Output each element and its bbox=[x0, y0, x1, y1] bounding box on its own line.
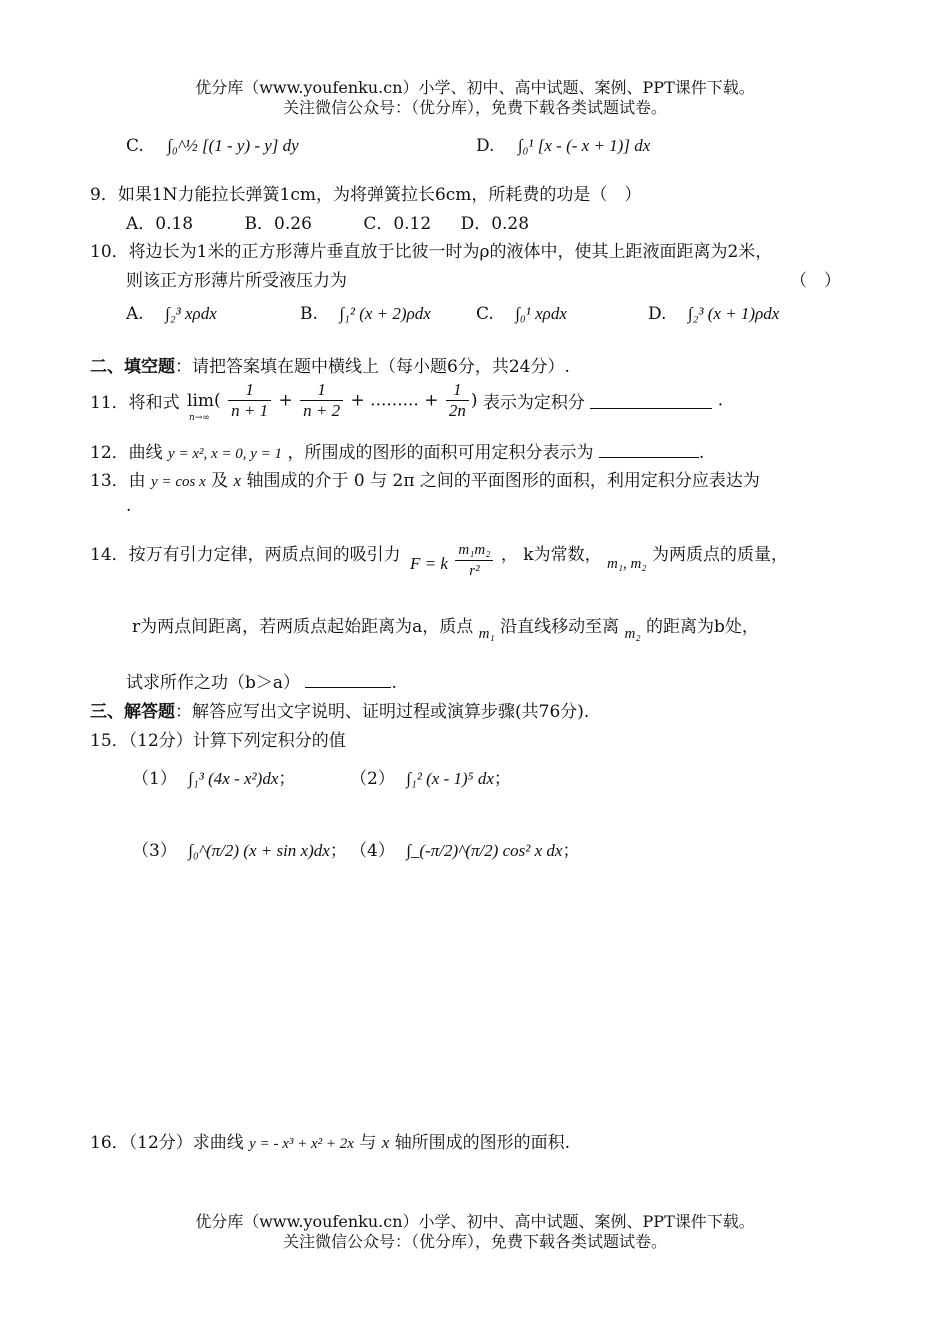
q10-stem-line1: 10．将边长为1米的正方形薄片垂直放于比彼一时为ρ的液体中，使其上距液面距离为2米， bbox=[90, 242, 773, 262]
q11-lim-text: lim bbox=[187, 390, 215, 411]
q11-term-3-num: 1 bbox=[446, 380, 469, 401]
section-3-heading bbox=[90, 697, 589, 722]
section-2-heading bbox=[90, 352, 570, 377]
q14-fraction-den: r² bbox=[469, 563, 480, 579]
q12-suffix: ，所围成的图形的面积可用定积分表示为 bbox=[287, 443, 594, 463]
q14-line3 bbox=[126, 668, 397, 693]
q14-line2a: r为两点间距离，若两质点起始距离为a，质点 bbox=[132, 617, 474, 637]
q15-sep-2: ； bbox=[493, 769, 511, 789]
q12-prefix: 12．曲线 bbox=[90, 443, 163, 463]
q15-sep-4: ； bbox=[562, 841, 580, 861]
q10-option-c-expr: ∫₀¹ xρdx bbox=[515, 304, 567, 323]
q12-answer-blank[interactable] bbox=[599, 441, 699, 458]
q10-option-a-expr: ∫₂³ xρdx bbox=[165, 304, 217, 323]
q10-option-b bbox=[300, 304, 431, 324]
q15-part-3-label: （3） bbox=[132, 841, 177, 861]
q13-x: x bbox=[233, 471, 242, 490]
q15-part-3-expr: ∫₀^(π/2) (x + sin x)dx bbox=[188, 841, 330, 860]
q14-F: F = k bbox=[410, 554, 448, 573]
q9-option-c: C．0.12 bbox=[363, 214, 432, 234]
q13-prefix: 13．由 bbox=[90, 471, 146, 491]
q14-mid: ， k为常数， bbox=[500, 545, 602, 565]
q9-stem: 9．如果1N力能拉长弹簧1cm，为将弹簧拉长6cm，所耗费的功是（ ） bbox=[90, 185, 642, 205]
footer-line-2: 关注微信公众号：（优分库），免费下载各类试题试卷。 bbox=[282, 1232, 667, 1251]
q14-end: . bbox=[391, 673, 397, 693]
q10-option-b-label: B. bbox=[300, 304, 318, 324]
q10-option-a-label: A. bbox=[126, 304, 144, 324]
q11-lim-subscript: n→∞ bbox=[189, 412, 210, 423]
q16-suffix: 轴所围成的图形的面积. bbox=[394, 1133, 571, 1153]
q11-term-2 bbox=[300, 380, 343, 421]
footer-line-1: 优分库（www.youfenku.cn）小学、初中、高中试题、案例、PPT课件下载。 bbox=[195, 1212, 755, 1231]
q15-part-1 bbox=[132, 764, 295, 789]
section-2-title: 二、填空题 bbox=[90, 357, 175, 377]
section-3-title: 三、解答题 bbox=[90, 702, 175, 722]
q14-line2c: 的距离为b处， bbox=[646, 617, 759, 637]
q11: 11．将和式 lim n→∞ ( $\frac{1}{n + 1}$ + $\frac{1}{n + 2}$ + ......... + $\frac{1}{2n}$ ) 表示为定积分 . bbox=[90, 380, 724, 423]
q14-m12: m₁, m₂ bbox=[607, 556, 647, 572]
q14-line1 bbox=[90, 540, 788, 581]
q8-option-d-expr: ∫₀¹ [x - (- x + 1)] dx bbox=[517, 136, 651, 155]
q11-term-1-den: n + 1 bbox=[231, 401, 269, 420]
q15-part-2-expr: ∫₁² (x - 1)⁵ dx bbox=[406, 769, 494, 788]
q13-line2: . bbox=[126, 496, 132, 516]
q15-sep-1: ； bbox=[278, 769, 296, 789]
q14-fraction-num: m₁m₂ bbox=[455, 540, 493, 561]
q11-answer-blank[interactable] bbox=[590, 392, 712, 409]
q8-option-c bbox=[126, 136, 299, 156]
q8-option-d-label: D. bbox=[476, 136, 495, 156]
q16 bbox=[90, 1128, 570, 1153]
q12-end: . bbox=[698, 443, 705, 463]
q14-m2: m₂ bbox=[624, 626, 641, 642]
q10-option-d-label: D. bbox=[648, 304, 667, 324]
q11-limit bbox=[187, 390, 215, 423]
q11-suffix: 表示为定积分 bbox=[482, 393, 585, 413]
q11-term-3-den: 2n bbox=[448, 401, 466, 420]
q14-line3-text: 试求所作之功（b＞a） bbox=[126, 673, 301, 693]
q14-line2b: 沿直线移动至离 bbox=[500, 617, 620, 637]
q10-stem-line2: 则该正方形薄片所受液压力为 bbox=[126, 271, 347, 291]
q9-options bbox=[126, 209, 529, 234]
q15-part-3 bbox=[132, 836, 347, 861]
q10-option-c-label: C. bbox=[476, 304, 494, 324]
q15-sep-3: ； bbox=[329, 841, 347, 861]
q13-expr: y = cos x bbox=[151, 474, 206, 490]
q11-term-2-den: n + 2 bbox=[303, 401, 341, 420]
q8-option-c-label: C. bbox=[126, 136, 144, 156]
q11-term-1-num: 1 bbox=[228, 380, 271, 401]
q14-line2 bbox=[132, 612, 759, 643]
q15-stem: 15．（12分）计算下列定积分的值 bbox=[90, 731, 346, 751]
q16-prefix: 16．（12分）求曲线 bbox=[90, 1133, 244, 1153]
q14-answer-blank[interactable] bbox=[305, 671, 391, 688]
q9-option-b: B．0.26 bbox=[244, 214, 312, 234]
q16-mid: 与 bbox=[359, 1133, 377, 1153]
q11-prefix: 11．将和式 bbox=[90, 393, 180, 413]
q11-term-1 bbox=[228, 380, 271, 421]
q14-prefix: 14．按万有引力定律，两质点间的吸引力 bbox=[90, 545, 401, 565]
q14-suffix: 为两质点的质量， bbox=[652, 545, 789, 565]
header-line-1: 优分库（www.youfenku.cn）小学、初中、高中试题、案例、PPT课件下载。 bbox=[195, 78, 755, 97]
header-line-2: 关注微信公众号：（优分库），免费下载各类试题试卷。 bbox=[282, 98, 667, 117]
q15-part-4-expr: ∫_(-π/2)^(π/2) cos² x dx bbox=[406, 841, 563, 860]
q9-option-a: A．0.18 bbox=[126, 214, 194, 234]
q15-part-1-expr: ∫₁³ (4x - x²)dx bbox=[188, 769, 279, 788]
q15-part-4 bbox=[350, 836, 579, 861]
q10-option-b-expr: ∫₁² (x + 2)ρdx bbox=[339, 304, 431, 323]
q13 bbox=[90, 466, 760, 491]
q10-option-c bbox=[476, 304, 567, 324]
q11-term-2-num: 1 bbox=[300, 380, 343, 401]
q12 bbox=[90, 438, 704, 463]
q10-answer-paren: （ ） bbox=[790, 271, 841, 291]
q14-m1: m₁ bbox=[478, 626, 495, 642]
q15-part-4-label: （4） bbox=[350, 841, 395, 861]
q15-part-1-label: （1） bbox=[132, 769, 177, 789]
q14-fraction bbox=[455, 540, 493, 581]
q15-part-2-label: （2） bbox=[350, 769, 395, 789]
section-2-desc: ：请把答案填在题中横线上（每小题6分，共24分）. bbox=[175, 357, 570, 377]
q8-option-d bbox=[476, 136, 650, 156]
q16-x: x bbox=[381, 1133, 390, 1152]
q11-dots: + ......... + bbox=[350, 390, 439, 411]
q10-option-a bbox=[126, 304, 217, 324]
q16-expr: y = - x³ + x² + 2x bbox=[249, 1136, 354, 1152]
q10-option-d-expr: ∫₂³ (x + 1)ρdx bbox=[687, 304, 780, 323]
q10-option-d bbox=[648, 304, 779, 324]
q13-mid2: 轴围成的介于 0 与 2π 之间的平面图形的面积，利用定积分应表达为 bbox=[246, 471, 760, 491]
q8-option-c-expr: ∫₀^½ [(1 - y) - y] dy bbox=[167, 136, 299, 155]
q9-option-d: D．0.28 bbox=[460, 214, 530, 234]
q15-part-2 bbox=[350, 764, 511, 789]
q11-term-3 bbox=[446, 380, 469, 421]
q13-mid1: 及 bbox=[211, 471, 229, 491]
q12-expr: y = x², x = 0, y = 1 bbox=[168, 446, 283, 462]
section-3-desc: ：解答应写出文字说明、证明过程或演算步骤(共76分). bbox=[175, 702, 590, 722]
q11-end: . bbox=[717, 390, 724, 411]
